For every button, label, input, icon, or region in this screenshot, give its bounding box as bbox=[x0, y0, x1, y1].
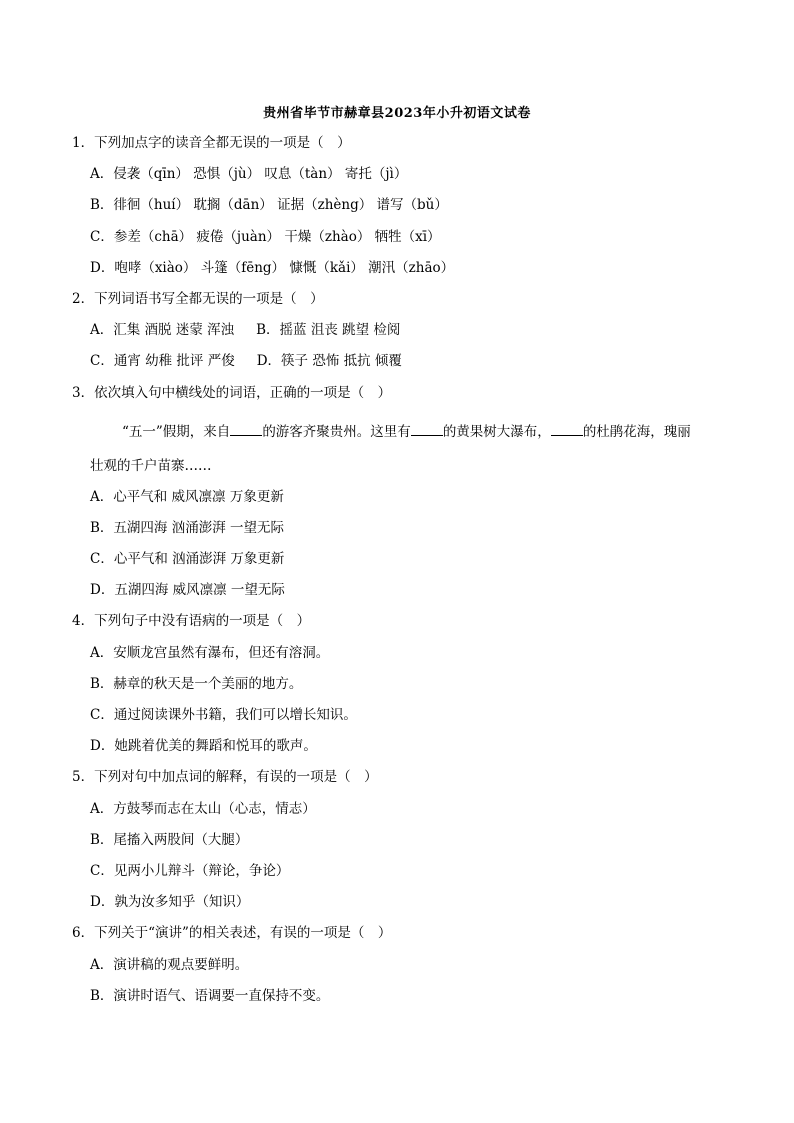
question-3-passage-line-2: 壮观的千户苗寨…… bbox=[90, 458, 212, 474]
question-1-stem: 1．下列加点字的读音全都无误的一项是（ ） bbox=[72, 135, 351, 151]
question-6-option-a: A．演讲稿的观点要鲜明。 bbox=[90, 957, 249, 973]
question-5-option-b: B．尾搐入两股间（大腿） bbox=[90, 832, 249, 848]
fill-blank-1[interactable] bbox=[230, 421, 262, 436]
question-6-option-b: B．演讲时语气、语调要一直保持不变。 bbox=[90, 988, 330, 1004]
question-2-option-a: A．汇集 酒脱 迷蒙 浑浊 bbox=[90, 322, 235, 338]
question-2-option-c: C．通宵 幼稚 批评 严俊 bbox=[90, 353, 235, 369]
question-2-option-b: B．摇蓝 沮丧 跳望 检阅 bbox=[256, 322, 401, 338]
question-3-option-a: A．心平气和 威风凛凛 万象更新 bbox=[90, 489, 284, 505]
question-5-stem: 5．下列对句中加点词的解释，有误的一项是（ ） bbox=[72, 769, 378, 785]
question-6-stem: 6．下列关于“演讲”的相关表述，有误的一项是（ ） bbox=[72, 925, 392, 941]
question-1-option-d: D．咆哮（xiào） 斗篷（fēng） 慷慨（kǎi） 潮汛（zhāo） bbox=[90, 260, 455, 276]
question-2-stem: 2．下列词语书写全都无误的一项是（ ） bbox=[72, 291, 324, 307]
question-4-option-d: D．她跳着优美的舞蹈和悦耳的歌声。 bbox=[90, 738, 317, 754]
question-5-option-a: A．方鼓琴而志在太山（心志，情志） bbox=[90, 801, 316, 817]
question-5-option-d: D．孰为汝多知乎（知识） bbox=[90, 894, 250, 910]
question-3-option-c: C．心平气和 汹涌澎湃 万象更新 bbox=[90, 551, 285, 567]
page-title: 贵州省毕节市赫章县2023年小升初语文试卷 bbox=[263, 106, 531, 121]
question-3-option-b: B．五湖四海 汹涌澎湃 一望无际 bbox=[90, 520, 285, 536]
question-4-option-a: A．安顺龙宫虽然有瀑布，但还有溶洞。 bbox=[90, 645, 330, 661]
question-2-options-cd bbox=[90, 351, 402, 371]
question-2-options-ab bbox=[90, 320, 400, 340]
question-2-option-d: D．筷子 恐怖 抵抗 倾覆 bbox=[256, 353, 402, 369]
question-3-option-d: D．五湖四海 威风凛凛 一望无际 bbox=[90, 582, 285, 598]
fill-blank-3[interactable] bbox=[551, 421, 583, 436]
fill-blank-2[interactable] bbox=[411, 421, 443, 436]
question-4-option-c: C．通过阅读课外书籍，我们可以增长知识。 bbox=[90, 707, 357, 723]
question-3-passage-line-1 bbox=[122, 421, 691, 442]
question-4-option-b: B．赫章的秋天是一个美丽的地方。 bbox=[90, 676, 303, 692]
passage-segment: “五一”假期，来自 bbox=[122, 424, 231, 440]
passage-segment: 的杜鹃花海，瑰丽 bbox=[582, 424, 691, 440]
passage-segment: 的游客齐聚贵州。这里有 bbox=[262, 424, 411, 440]
passage-segment: 的黄果树大瀑布， bbox=[442, 424, 551, 440]
question-1-option-a: A．侵袭（qīn） 恐惧（jù） 叹息（tàn） 寄托（jì） bbox=[90, 166, 408, 182]
question-1-option-c: C．参差（chā） 疲倦（juàn） 干燥（zhào） 牺牲（xī） bbox=[90, 229, 441, 245]
question-3-stem: 3．依次填入句中横线处的词语，正确的一项是（ ） bbox=[72, 385, 392, 401]
question-5-option-c: C．见两小儿辩斗（辩论，争论） bbox=[90, 863, 290, 879]
question-4-stem: 4．下列句子中没有语病的一项是（ ） bbox=[72, 613, 311, 629]
question-1-option-b: B．徘徊（huí） 耽搁（dān） 证据（zhèng） 谱写（bǔ） bbox=[90, 197, 448, 213]
